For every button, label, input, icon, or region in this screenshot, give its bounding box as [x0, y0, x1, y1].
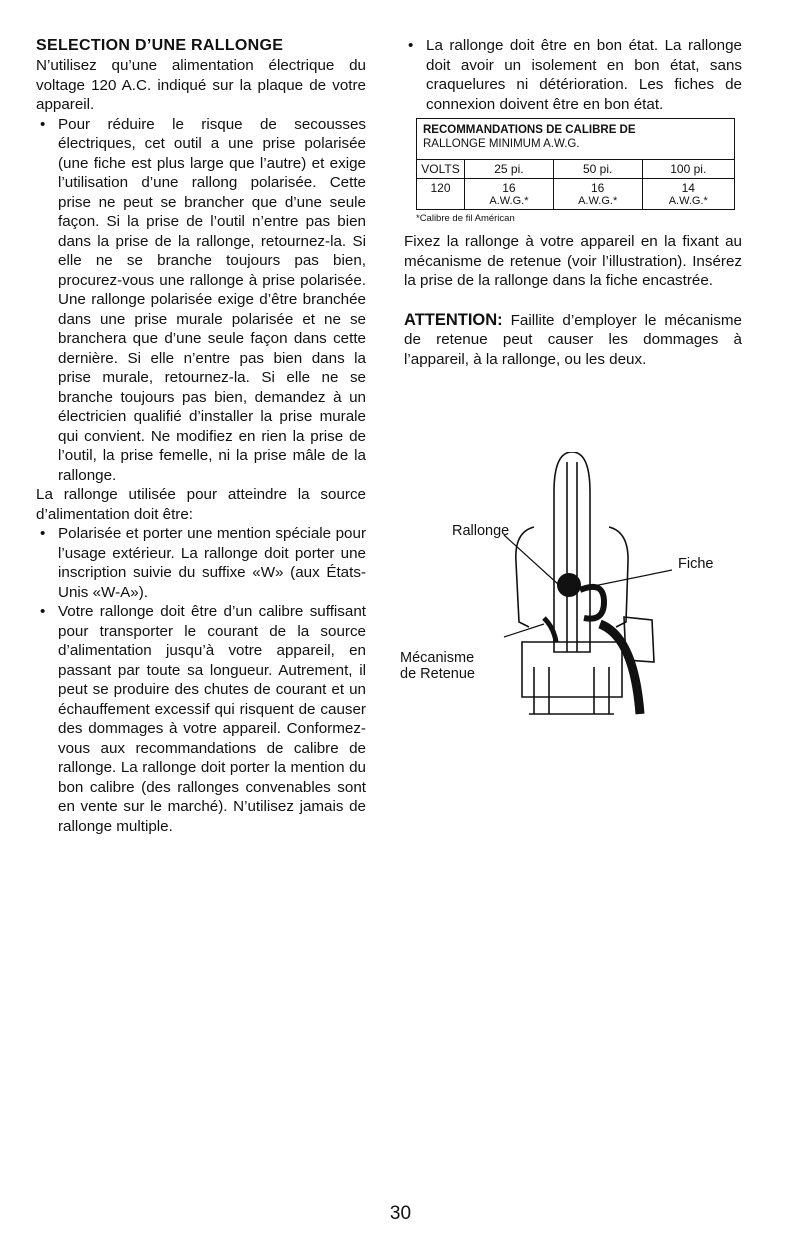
bullet-mark: •: [40, 115, 46, 133]
label-rallonge: Rallonge: [452, 523, 510, 539]
cell-volts: 120: [417, 179, 465, 210]
page-number: 30: [389, 1203, 412, 1224]
left-column: [36, 36, 366, 836]
intro-paragraph: N’utilisez qu’une alimentation électrique du voltage 120 A.C. indiqué sur la plaque de votre appareil.: [36, 57, 366, 113]
label-de-retenue: de Retenue: [400, 666, 475, 682]
table-title-line1: RECOMMANDATIONS DE CALIBRE DE: [423, 124, 636, 136]
label-fiche: Fiche: [678, 556, 714, 572]
bullet-text: Pour réduire le risque de secousses électriques, cet outil a une prise polarisée (une fiche est plus large que l’autre) et exige l’utilisation d’une rallong polarisée. Cette prise ne peut se brancher que d’une seule façon. Si la prise de l’outil n’entre pas bien dans la prise de la rallonge, retournez-la. Si elle ne se branche toujours pas bien, procurez-vous une rallonge à prise polarisée. Une rallonge polarisée exige d’être branchée dans une prise murale polarisée et ne se branchera que d’une seule façon dans cette dernière. Si elle n’entre pas bien dans la prise murale, retournez-la. Si elle ne se branche toujours pas bien, demandez à un électricien qualifié d’installer la prise murale qui convient. Ne modifiez en rien la prise de l’outil, la prise femelle, ni la prise mâle de la rallonge.: [58, 115, 366, 484]
table-row: [417, 179, 734, 210]
label-mecanisme: Mécanisme: [400, 650, 475, 666]
cell-100: [642, 179, 734, 210]
gauge-value: 14: [681, 181, 695, 195]
attention-label: ATTENTION:: [404, 310, 503, 329]
bullet-polarized-plug: [36, 115, 366, 486]
gauge-grid: [417, 160, 734, 209]
gauge-unit: A.W.G.*: [489, 195, 529, 207]
header-25: 25 pi.: [465, 160, 554, 179]
source-paragraph: La rallonge utilisée pour atteindre la source d’alimentation doit être:: [36, 486, 366, 523]
header-100: 100 pi.: [642, 160, 734, 179]
table-title: [417, 119, 734, 160]
gauge-table: [416, 118, 735, 210]
header-volts: VOLTS: [421, 162, 460, 176]
bullet-text: Votre rallonge doit être d’un calibre suffisant pour transporter le courant de la source d’alimentation jusqu’à votre appareil, en passant par toute sa longueur. Autrement, il peut se produire des chutes de courant et un échauffement excessif qui risquent de causer des dommages à votre appareil. Conformez-vous aux recommandations de calibre de rallonge. La rallonge doit porter la mention du bon calibre (des rallonges convenables sont en vente sur le marché). N’utilisez jamais de rallonge multiple.: [58, 603, 366, 835]
header-50: 50 pi.: [553, 160, 642, 179]
plug-mark: [557, 573, 581, 597]
gauge-value: 16: [590, 181, 605, 195]
bullet-outdoor-marking: [36, 524, 366, 602]
bullet-gauge: [36, 602, 366, 836]
gauge-unit: A.W.G.*: [668, 195, 708, 207]
table-footnote: *Calibre de fil Américan: [416, 213, 515, 224]
cell-25: [465, 179, 554, 210]
bullet-condition: [404, 36, 742, 114]
bullet-text: Polarisée et porter une mention spéciale pour l’usage extérieur. La rallonge doit porter une inscription suivie du suffixe «W» (aux États-Unis «W-A»).: [58, 525, 366, 601]
fix-paragraph: Fixez la rallonge à votre appareil en la fixant au mécanisme de retenue (voir l’illustration). Insérez la prise de la rallonge dans la fiche encastrée.: [404, 233, 742, 289]
bullet-mark: •: [40, 525, 46, 542]
bullet-mark: •: [40, 603, 46, 620]
section-heading: SELECTION D’UNE RALLONGE: [36, 37, 284, 54]
cord-retainer-illustration: [400, 452, 742, 717]
table-title-line2: RALLONGE MINIMUM A.W.G.: [423, 138, 580, 150]
bullet-text: La rallonge doit être en bon état. La rallonge doit avoir un isolement en bon état, sans craquelures ni détérioration. Les fiches de connexion doivent être en bon état.: [426, 37, 742, 113]
attention-paragraph: [404, 311, 742, 370]
bullet-mark: •: [408, 37, 414, 54]
right-column: [404, 36, 742, 369]
cell-50: [553, 179, 642, 210]
attention-text: Faillite d’employer le mécanisme de retenue peut causer les dommages à l’appareil, à la rallonge, ou les deux.: [404, 311, 742, 368]
gauge-unit: A.W.G.*: [578, 195, 618, 207]
gauge-value: 16: [502, 181, 516, 195]
table-header-row: [417, 160, 734, 179]
